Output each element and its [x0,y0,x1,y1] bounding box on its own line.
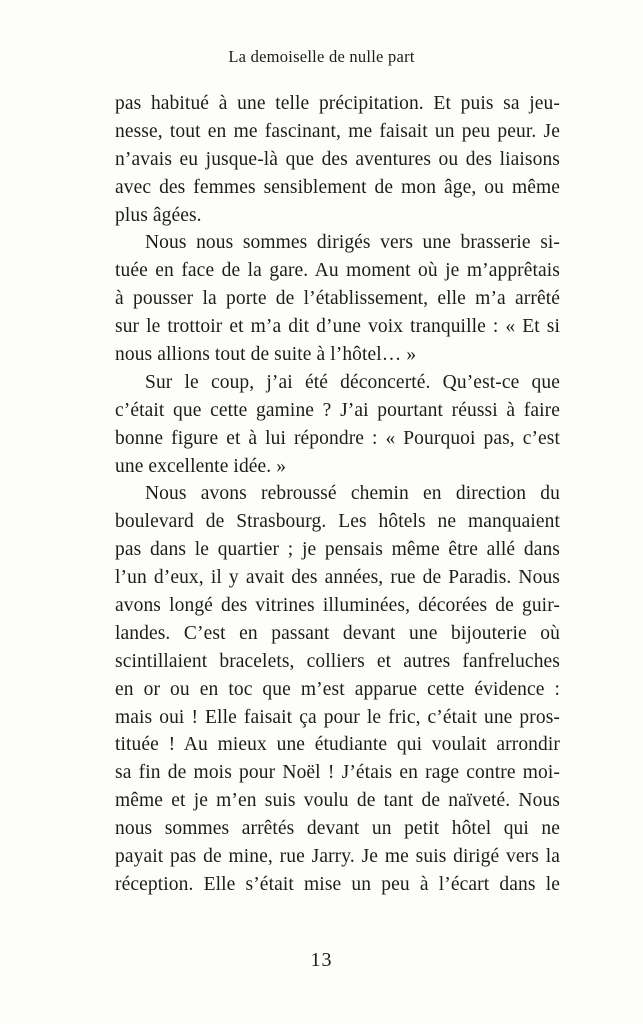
text-line: Sur le coup, j’ai été déconcerté. Qu’est-ce que [145,371,560,393]
running-header: La demoiselle de nulle part [228,47,415,66]
text-line: l’un d’eux, il y avait des années, rue de Paradis. Nous [115,567,560,589]
text-line: Nous avons rebroussé chemin en direction du [145,483,560,505]
text-line: Nous nous sommes dirigés vers une brasserie si- [145,232,560,254]
text-line: pas dans le quartier ; je pensais même être allé dans [115,539,560,561]
paragraph [115,480,560,898]
text-line: nous allions tout de suite à l’hôtel… » [115,344,417,366]
paragraph [115,369,560,481]
text-line: nous sommes arrêtés devant un petit hôtel qui ne [115,818,560,840]
text-line: sa fin de mois pour Noël ! J’étais en rage contre moi- [115,762,560,784]
text-line: même et je m’en suis voulu de tant de naïveté. Nous [115,790,560,812]
text-line: avec des femmes sensiblement de mon âge, ou même [115,176,560,198]
text-line: plus âgées. [115,204,202,226]
text-line: en or ou en toc que m’est apparue cette évidence : [115,678,560,700]
text-line: réception. Elle s’était mise un peu à l’écart dans le [115,873,560,895]
text-block [115,90,560,899]
text-line: à pousser la porte de l’établissement, elle m’a arrêté [115,288,560,310]
text-line: sur le trottoir et m’a dit d’une voix tranquille : « Et si [115,316,560,338]
text-line: bonne figure et à lui répondre : « Pourquoi pas, c’est [115,427,560,449]
text-line: mais oui ! Elle faisait ça pour le fric, c’était une pros- [115,706,560,728]
text-line: payait pas de mine, rue Jarry. Je me suis dirigé vers la [115,846,560,868]
text-line: n’avais eu jusque-là que des aventures ou des liaisons [115,148,560,170]
text-line: une excellente idée. » [115,455,287,477]
text-line: pas habitué à une telle précipitation. Et puis sa jeu- [115,93,560,114]
text-line: boulevard de Strasbourg. Les hôtels ne manquaient [115,511,560,533]
paragraph [115,229,560,368]
text-line: avons longé des vitrines illuminées, décorées de guir- [115,595,560,617]
page-number: 13 [310,949,333,971]
text-line: c’était que cette gamine ? J’ai pourtant réussi à faire [115,399,560,421]
text-line: landes. C’est en passant devant une bijouterie où [115,622,560,644]
text-line: nesse, tout en me fascinant, me faisait un peu peur. Je [115,120,560,142]
text-line: tituée ! Au mieux une étudiante qui voulait arrondir [115,734,560,756]
paragraph [115,90,560,229]
text-line: scintillaient bracelets, colliers et autres fanfreluches [115,650,560,672]
text-line: tuée en face de la gare. Au moment où je m’apprêtais [115,260,560,282]
